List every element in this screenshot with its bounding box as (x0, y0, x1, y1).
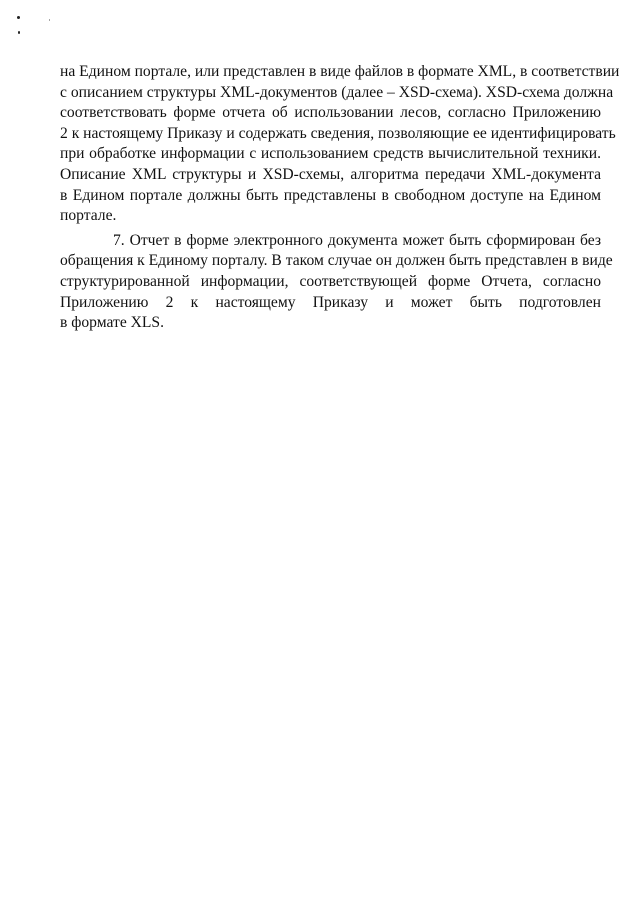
text-line: Описание XML структуры и XSD-схемы, алгоритма передачи XML-документа (60, 165, 601, 183)
text-line: обращения к Единому порталу. В таком случае он должен быть представлен в виде (60, 252, 613, 270)
text-line: в Едином портале должны быть представлены в свободном доступе на Едином (60, 186, 601, 204)
text-line: при обработке информации с использованием средств вычислительной техники. (60, 145, 601, 163)
text-line: структурированной информации, соответствующей форме Отчета, согласно (60, 272, 601, 290)
scan-speck (18, 31, 20, 34)
scan-speck (49, 19, 50, 21)
text-line: 7. Отчет в форме электронного документа может быть сформирован без (113, 231, 601, 249)
text-line: на Едином портале, или представлен в виде файлов в формате XML, в соответствии (60, 63, 620, 80)
scan-speck (17, 16, 20, 19)
text-line: портале. (60, 207, 117, 225)
text-line: 2 к настоящему Приказу и содержать сведения, позволяющие ее идентифицировать (60, 124, 616, 142)
text-line: Приложению 2 к настоящему Приказу и может быть подготовлен (60, 293, 601, 311)
paragraph-continuation (60, 62, 620, 227)
paragraph-item-7 (60, 231, 613, 334)
document-body (60, 62, 620, 334)
text-line: соответствовать форме отчета об использовании лесов, согласно Приложению (60, 104, 601, 122)
text-line: в формате XLS. (60, 314, 164, 332)
text-line: с описанием структуры XML-документов (далее – XSD-схема). XSD-схема должна (60, 83, 614, 101)
